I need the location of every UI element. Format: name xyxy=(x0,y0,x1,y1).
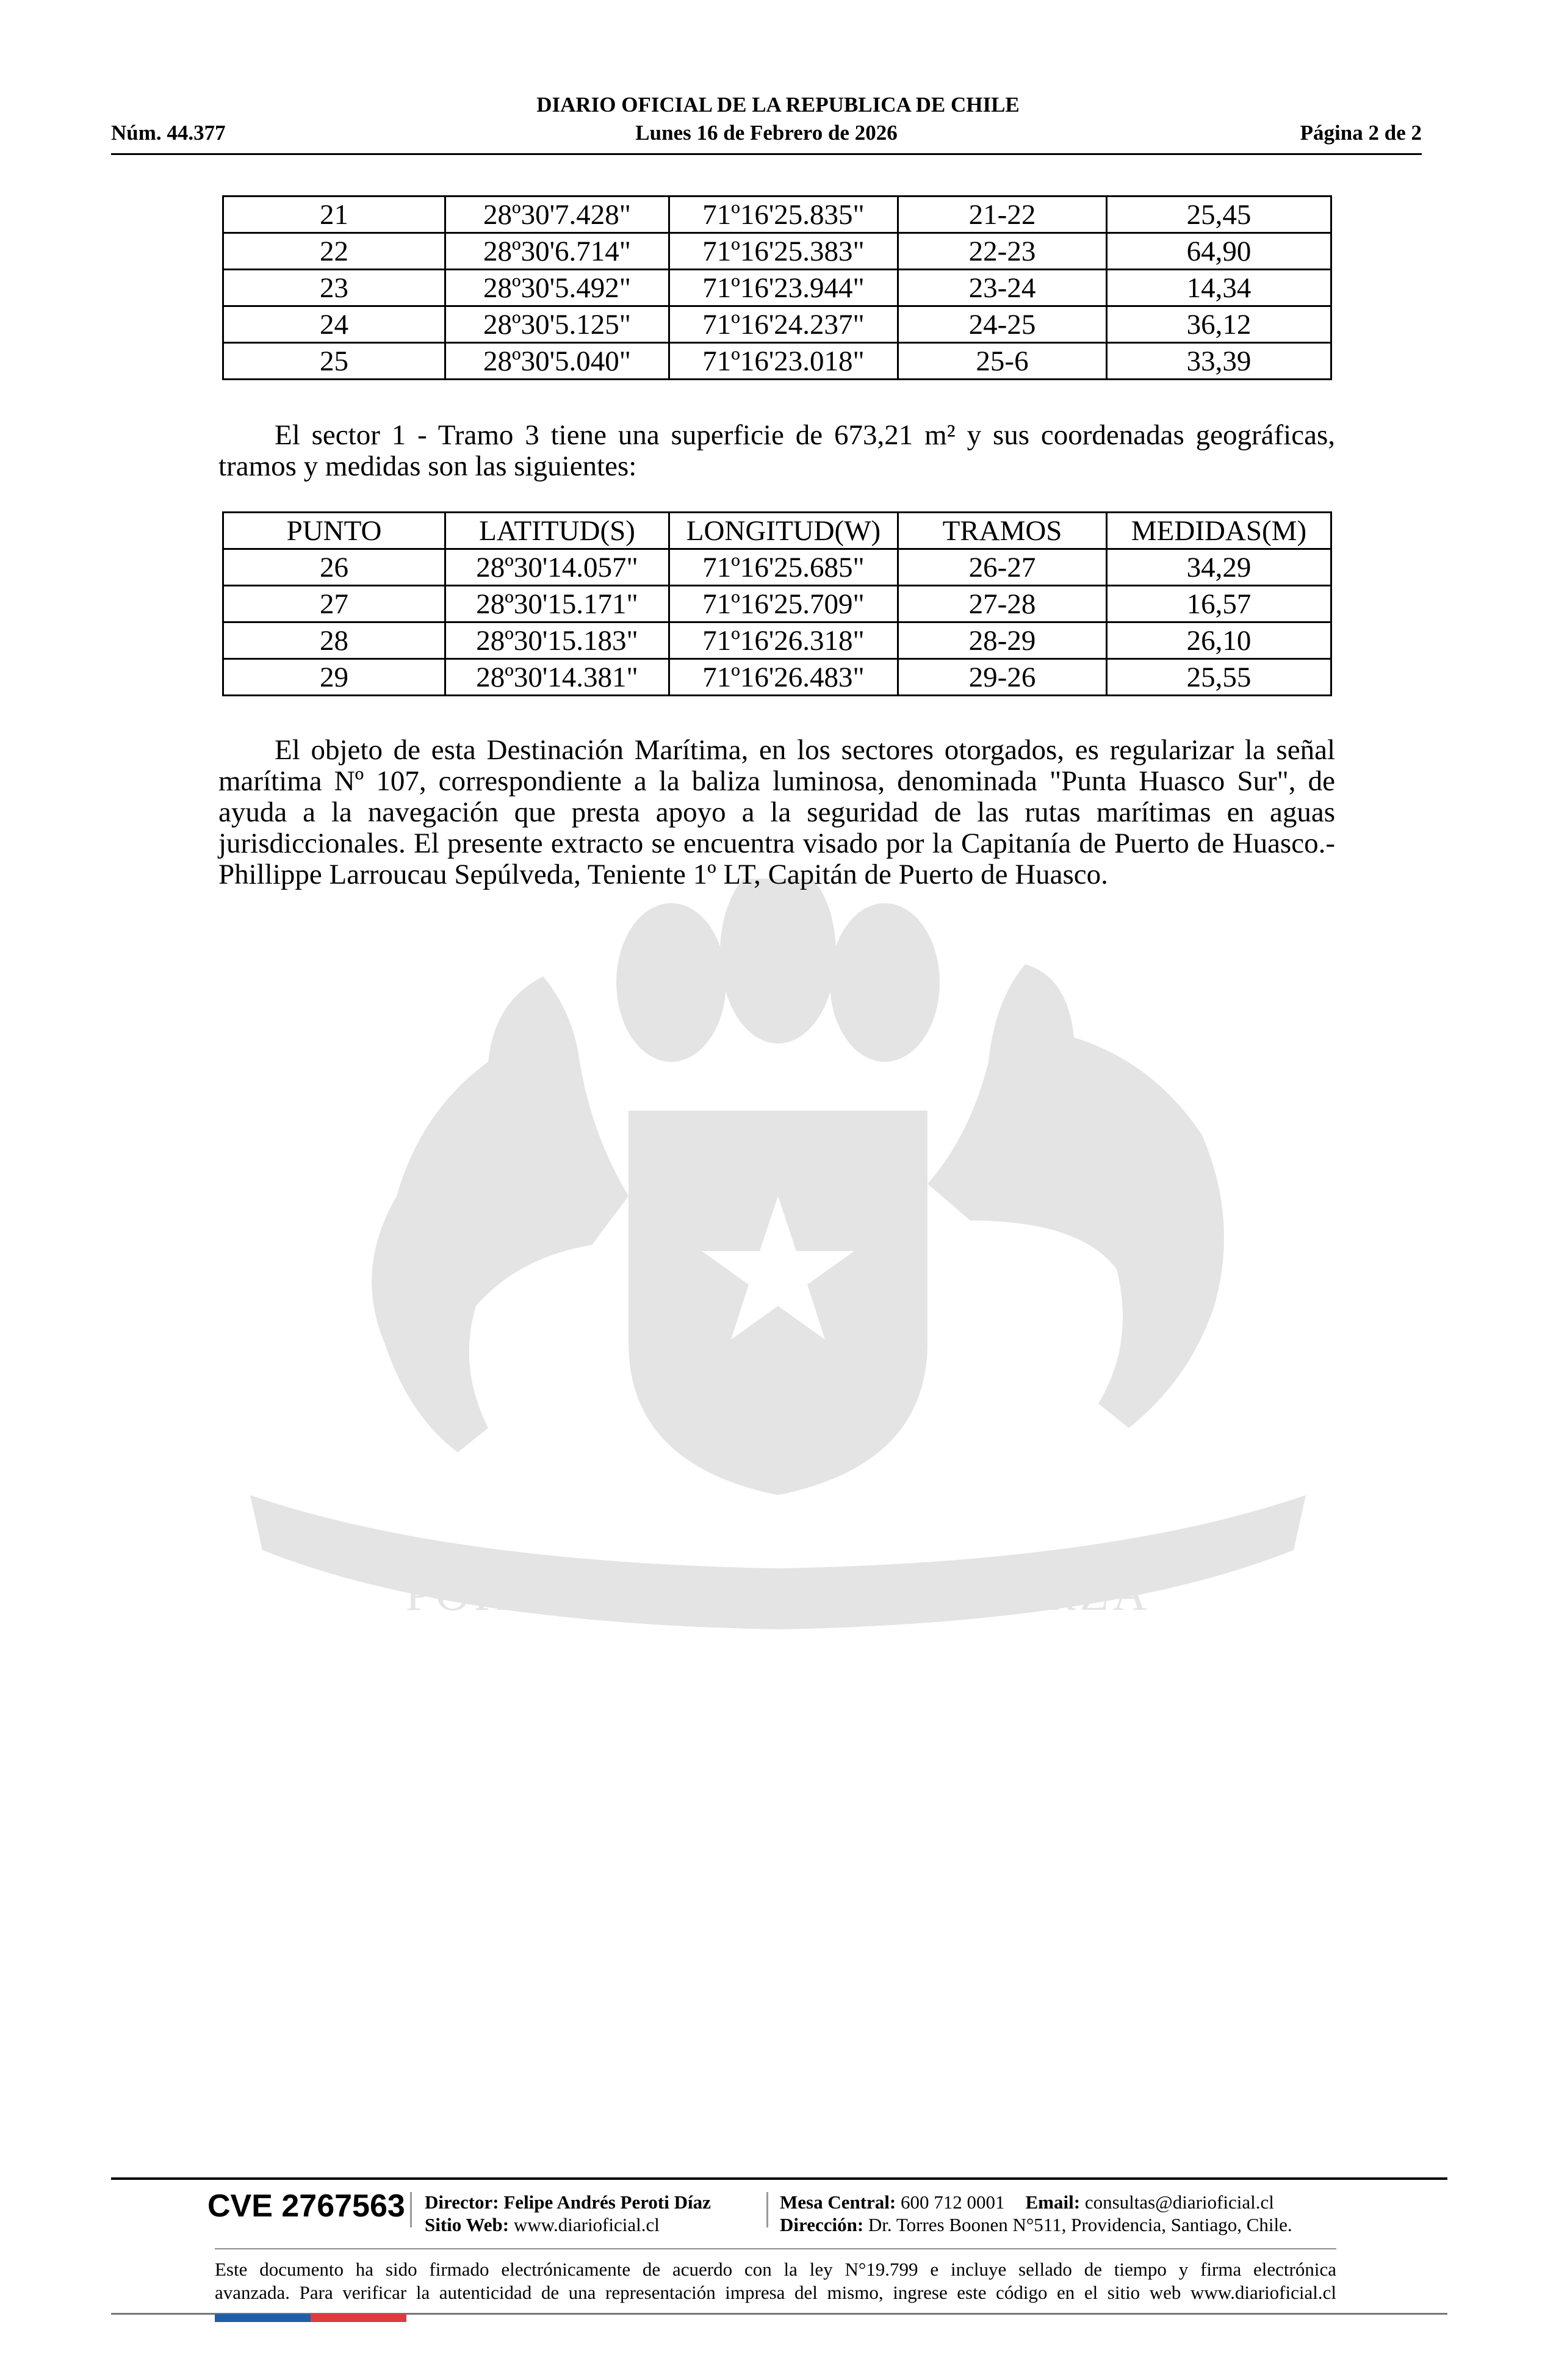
cell-longitude: 71º16'26.318" xyxy=(669,622,898,659)
cell-longitude: 71º16'25.383" xyxy=(669,233,898,270)
cell-latitude: 28º30'14.381" xyxy=(445,659,669,696)
coordinates-table-sector-1-tramo-3 xyxy=(222,511,1332,696)
email-link[interactable]: consultas@diarioficial.cl xyxy=(1084,2191,1274,2213)
page-indicator: Página 2 de 2 xyxy=(1300,121,1422,145)
cell-point: 26 xyxy=(223,549,445,586)
table-row xyxy=(223,306,1331,343)
cell-point: 24 xyxy=(223,306,445,343)
website-label: Sitio Web: xyxy=(425,2214,510,2235)
footer-contact-block xyxy=(780,2191,1292,2236)
column-header-segments: TRAMOS xyxy=(898,513,1107,549)
address-label: Dirección: xyxy=(780,2214,864,2235)
cell-longitude: 71º16'26.483" xyxy=(669,659,898,696)
issue-number: Núm. 44.377 xyxy=(111,121,226,145)
cell-latitude: 28º30'7.428" xyxy=(445,197,669,233)
cell-measure: 14,34 xyxy=(1107,270,1331,306)
email-label: Email: xyxy=(1025,2191,1081,2213)
cell-point: 27 xyxy=(223,586,445,622)
notice-line-1: Este documento ha sido firmado electrónicamente de acuerdo con la ley N°19.799 e incluye sellado de tiempo y firma electrónica xyxy=(215,2259,1336,2280)
motto-text: POR LA RAZÓN O LA FUERZA xyxy=(405,1567,1151,1620)
notice-line-2: avanzada. Para verificar la autenticidad de una representación impresa del mismo, ingrese este código en el sitio web www.diarioficial.cl xyxy=(215,2282,1336,2303)
cell-longitude: 71º16'23.018" xyxy=(669,343,898,380)
plume-center xyxy=(720,879,836,1044)
cell-latitude: 28º30'5.040" xyxy=(445,343,669,380)
table-row xyxy=(223,233,1331,270)
cell-segment: 28-29 xyxy=(898,622,1107,659)
cell-measure: 16,57 xyxy=(1107,586,1331,622)
cell-point: 25 xyxy=(223,343,445,380)
footer-separator xyxy=(766,2192,768,2227)
director-name: Felipe Andrés Peroti Díaz xyxy=(503,2191,711,2213)
cell-point: 21 xyxy=(223,197,445,233)
cell-point: 29 xyxy=(223,659,445,696)
newspaper-title: DIARIO OFICIAL DE LA REPUBLICA DE CHILE xyxy=(536,93,1020,117)
cell-segment: 26-27 xyxy=(898,549,1107,586)
cell-longitude: 71º16'25.835" xyxy=(669,197,898,233)
cell-latitude: 28º30'15.183" xyxy=(445,622,669,659)
flag-stripe-blue xyxy=(215,2314,311,2322)
plume-right xyxy=(830,903,940,1062)
footer-divider-top xyxy=(111,2177,1447,2180)
cell-longitude: 71º16'24.237" xyxy=(669,306,898,343)
cell-measure: 64,90 xyxy=(1107,233,1331,270)
cell-segment: 22-23 xyxy=(898,233,1107,270)
cell-latitude: 28º30'14.057" xyxy=(445,549,669,586)
header-row xyxy=(111,120,1422,146)
cell-segment: 21-22 xyxy=(898,197,1107,233)
website-link[interactable]: www.diarioficial.cl xyxy=(513,2214,660,2235)
huemul-icon xyxy=(372,976,629,1452)
cell-point: 28 xyxy=(223,622,445,659)
table-header-row xyxy=(223,513,1331,549)
address-value: Dr. Torres Boonen N°511, Providencia, Santiago, Chile. xyxy=(868,2214,1292,2235)
cell-point: 22 xyxy=(223,233,445,270)
cell-measure: 25,55 xyxy=(1107,659,1331,696)
coordinates-table-sector-continued xyxy=(222,195,1332,380)
table-row xyxy=(223,549,1331,586)
cell-measure: 34,29 xyxy=(1107,549,1331,586)
cell-longitude: 71º16'25.709" xyxy=(669,586,898,622)
cell-segment: 23-24 xyxy=(898,270,1107,306)
table-row xyxy=(223,586,1331,622)
purpose-paragraph: El objeto de esta Destinación Marítima, en los sectores otorgados, es regularizar la señal marítima Nº 107, correspondiente a la baliza luminosa, denominada "Punta Huasco Sur", de ayuda a la navegación que presta apoyo a la seguridad de las rutas marítimas en aguas jurisdiccionales. El presente extracto se encuentra visado por la Capitanía de Puerto de Huasco.- Phillippe Larroucau Sepúlveda, Teniente 1º LT, Capitán de Puerto de Huasco. xyxy=(218,734,1335,890)
cell-latitude: 28º30'15.171" xyxy=(445,586,669,622)
coat-of-arms-watermark xyxy=(201,879,1355,1672)
cell-segment: 25-6 xyxy=(898,343,1107,380)
cell-latitude: 28º30'6.714" xyxy=(445,233,669,270)
footer-separator xyxy=(410,2192,412,2227)
cell-segment: 24-25 xyxy=(898,306,1107,343)
plume-left xyxy=(616,903,726,1062)
table-row xyxy=(223,270,1331,306)
cell-longitude: 71º16'23.944" xyxy=(669,270,898,306)
column-header-point: PUNTO xyxy=(223,513,445,549)
condor-icon xyxy=(927,964,1224,1428)
sector-description-paragraph: El sector 1 - Tramo 3 tiene una superficie de 673,21 m² y sus coordenadas geográficas, tramos y medidas son las siguientes: xyxy=(218,419,1335,482)
footer-divider-middle xyxy=(215,2248,1336,2249)
phone-number: 600 712 0001 xyxy=(901,2191,1005,2213)
column-header-latitude: LATITUD(S) xyxy=(445,513,669,549)
cell-latitude: 28º30'5.492" xyxy=(445,270,669,306)
phone-label: Mesa Central: xyxy=(780,2191,896,2213)
cell-latitude: 28º30'5.125" xyxy=(445,306,669,343)
table-row xyxy=(223,197,1331,233)
column-header-measures: MEDIDAS(M) xyxy=(1107,513,1331,549)
issue-date: Lunes 16 de Febrero de 2026 xyxy=(635,121,898,145)
header-divider xyxy=(111,153,1422,155)
cell-point: 23 xyxy=(223,270,445,306)
cell-measure: 25,45 xyxy=(1107,197,1331,233)
cell-measure: 33,39 xyxy=(1107,343,1331,380)
cve-code: CVE 2767563 xyxy=(207,2188,405,2224)
table-row xyxy=(223,659,1331,696)
director-label: Director: xyxy=(425,2191,499,2213)
flag-stripe-red xyxy=(311,2314,406,2322)
footer-director-block xyxy=(425,2191,711,2236)
table-row xyxy=(223,343,1331,380)
table-row xyxy=(223,622,1331,659)
cell-longitude: 71º16'25.685" xyxy=(669,549,898,586)
column-header-longitude: LONGITUD(W) xyxy=(669,513,898,549)
electronic-signature-notice xyxy=(215,2258,1336,2304)
cell-measure: 26,10 xyxy=(1107,622,1331,659)
cell-measure: 36,12 xyxy=(1107,306,1331,343)
cell-segment: 29-26 xyxy=(898,659,1107,696)
cell-segment: 27-28 xyxy=(898,586,1107,622)
